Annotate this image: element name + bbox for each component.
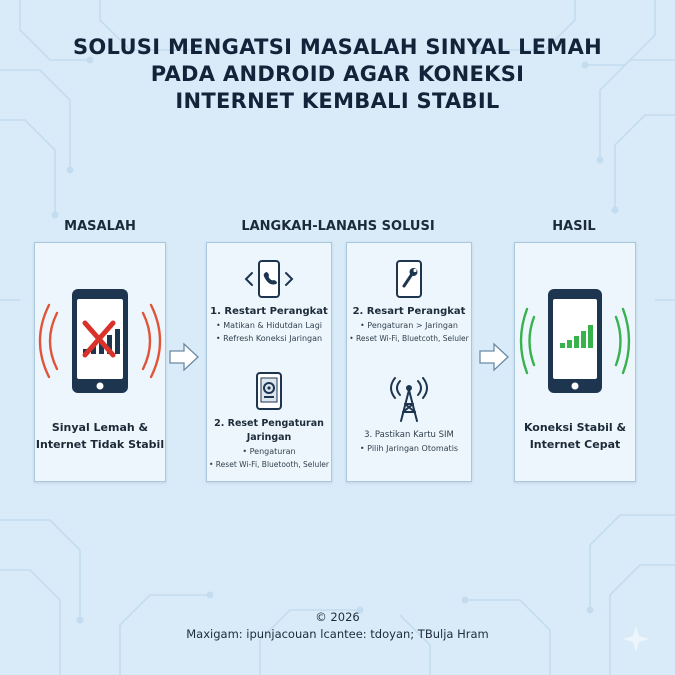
result-caption-line-1: Koneksi Stabil &: [523, 421, 627, 434]
step-title: 1. Restart Perangkat: [210, 306, 328, 317]
footer-credit: Maxigam: ipunjacouan lcantee: tdoyan; TBulja Hram: [186, 627, 489, 641]
step-item: • Refresh Koneksi Jaringan: [215, 334, 323, 343]
step-title: 3. Pastikan Kartu SIM: [364, 430, 454, 440]
steps-panel-left: [206, 242, 332, 482]
column-heading-langkah: LANGKAH-LANAHS SOLUSI: [241, 219, 435, 234]
title-line-2: PADA ANDROID AGAR KONEKSI: [150, 62, 525, 86]
step-check-sim: [347, 429, 471, 455]
title-line-1: SOLUSI MENGATSI MASALAH SINYAL LEMAH: [72, 35, 603, 59]
arrow-right-icon: [168, 342, 200, 372]
step-item: • Pengaturan: [242, 447, 296, 456]
step-reset-network: [207, 417, 331, 471]
phone-settings-icon: [255, 371, 283, 411]
problem-panel: [34, 242, 166, 482]
page-title: [40, 34, 635, 115]
step-item: • Reset Wi-Fi, Bluetooth, Seluler: [209, 460, 329, 469]
step-item: • Reset Wi-Fi, Bluetcoth, Seluler: [349, 334, 469, 343]
problem-caption-line-2: Internet Tidak Stabil: [35, 438, 165, 451]
problem-caption-line-1: Sinyal Lemah &: [51, 421, 149, 434]
signal-tower-icon: [389, 377, 429, 423]
footer-copyright: © 2026: [315, 610, 360, 624]
step-title: 2. Resart Perangkat: [352, 306, 466, 317]
weak-signal-phone-icon: [35, 283, 165, 403]
phone-wrench-icon: [395, 259, 423, 299]
step-restart-device: [347, 305, 471, 345]
title-line-3: INTERNET KEMBALI STABIL: [175, 89, 500, 113]
result-panel: [514, 242, 636, 482]
step-item: • Pilih Jaringan Otomatis: [359, 444, 459, 453]
steps-panel-right: [346, 242, 472, 482]
column-heading-masalah: MASALAH: [64, 219, 136, 234]
column-heading-hasil: HASIL: [552, 219, 596, 234]
result-caption-line-2: Internet Cepat: [529, 438, 621, 451]
step-item: • Matikan & Hidutdan Lagi: [216, 321, 322, 330]
step-item: • Pengaturan > Jaringan: [360, 321, 458, 330]
strong-signal-phone-icon: [515, 283, 635, 403]
step-title: 2. Reset Pengaturan Jaringan: [214, 418, 324, 443]
arrow-right-icon: [478, 342, 510, 372]
phone-code-icon: [244, 259, 294, 299]
step-restart: [207, 305, 331, 345]
